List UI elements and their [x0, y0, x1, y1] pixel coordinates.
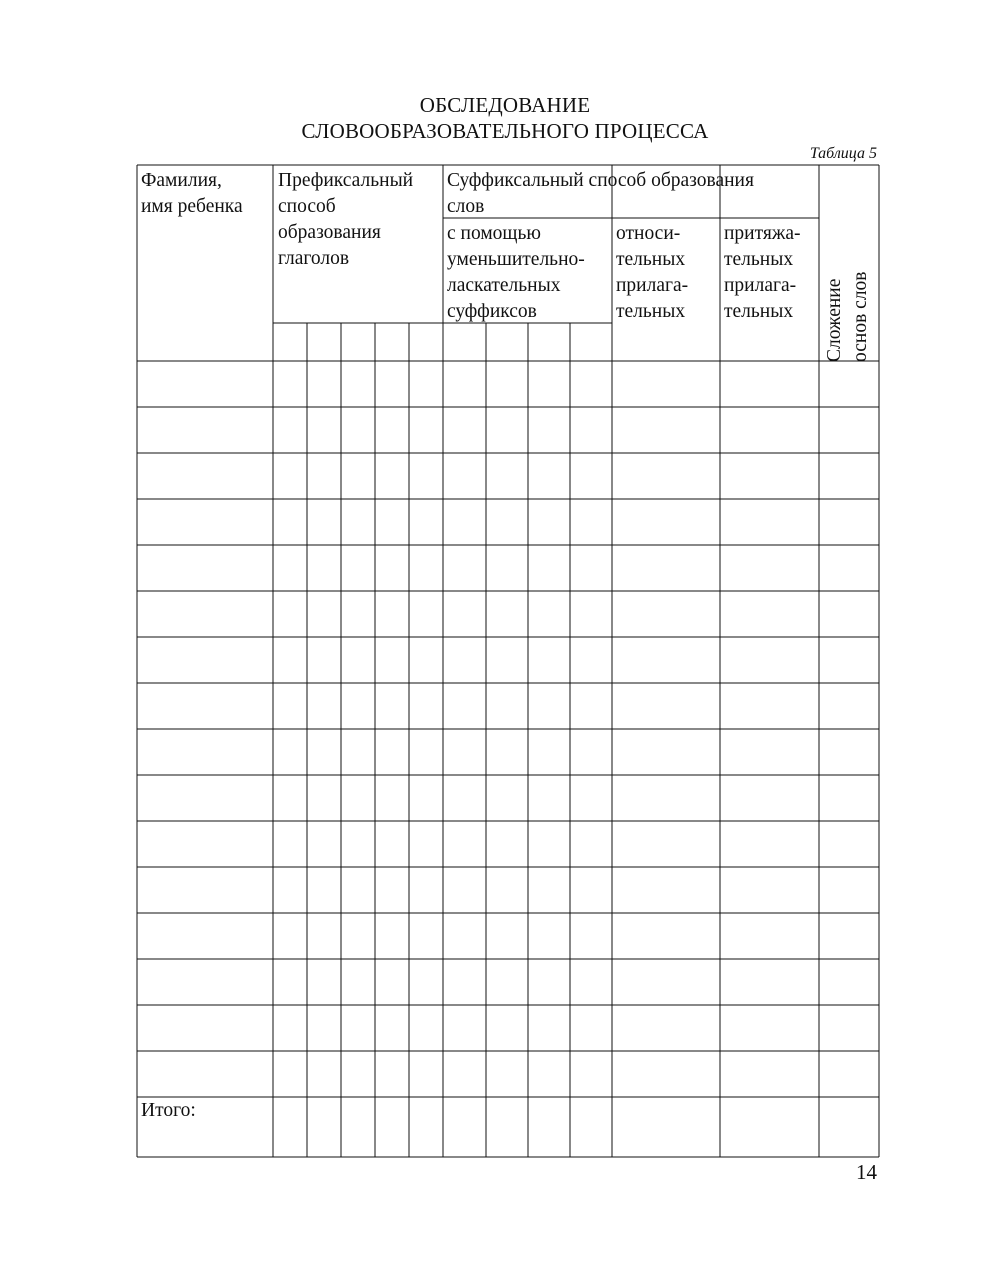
page-number: 14 — [856, 1160, 877, 1184]
header-suffix-line2: слов — [447, 196, 485, 217]
header-diminutive-line1: с помощью — [447, 223, 541, 244]
document-title-line2: СЛОВООБРАЗОВАТЕЛЬНОГО ПРОЦЕССА — [301, 119, 709, 143]
header-suffix-line1: Суффиксальный способ образования — [447, 170, 754, 191]
header-relative — [616, 221, 688, 325]
header-diminutive-line3: ласкательных — [447, 275, 561, 296]
header-relative-line2: тельных — [616, 249, 686, 270]
header-relative-line3: прилага- — [616, 275, 689, 296]
header-relative-line1: относи- — [616, 223, 681, 244]
header-name-line2: имя ребенка — [141, 196, 243, 217]
header-diminutive-line2: уменьшительно- — [447, 249, 585, 270]
header-prefix — [278, 168, 413, 272]
header-diminutive — [447, 221, 585, 325]
header-name-line1: Фамилия, — [141, 170, 222, 191]
header-prefix-line2: способ — [278, 196, 336, 217]
header-compound-line1: Сложение — [824, 278, 845, 362]
header-compound — [822, 252, 874, 362]
header-compound-line2: основ слов — [850, 271, 871, 362]
table-label: Таблица 5 — [809, 145, 877, 162]
header-name — [141, 168, 243, 220]
total-label: Итого: — [141, 1100, 196, 1121]
header-diminutive-line4: суффиксов — [447, 301, 537, 322]
header-possessive-line4: тельных — [724, 301, 794, 322]
header-relative-line4: тельных — [616, 301, 686, 322]
header-prefix-line1: Префиксальный — [278, 170, 414, 191]
header-possessive-line3: прилага- — [724, 275, 797, 296]
header-possessive-line1: притяжа- — [724, 223, 801, 244]
header-prefix-line4: глаголов — [278, 248, 350, 269]
document-title-line1: ОБСЛЕДОВАНИЕ — [419, 93, 591, 117]
header-possessive-line2: тельных — [724, 249, 794, 270]
header-possessive — [724, 221, 800, 325]
header-prefix-line3: образования — [278, 222, 381, 243]
header-suffix — [447, 168, 754, 220]
